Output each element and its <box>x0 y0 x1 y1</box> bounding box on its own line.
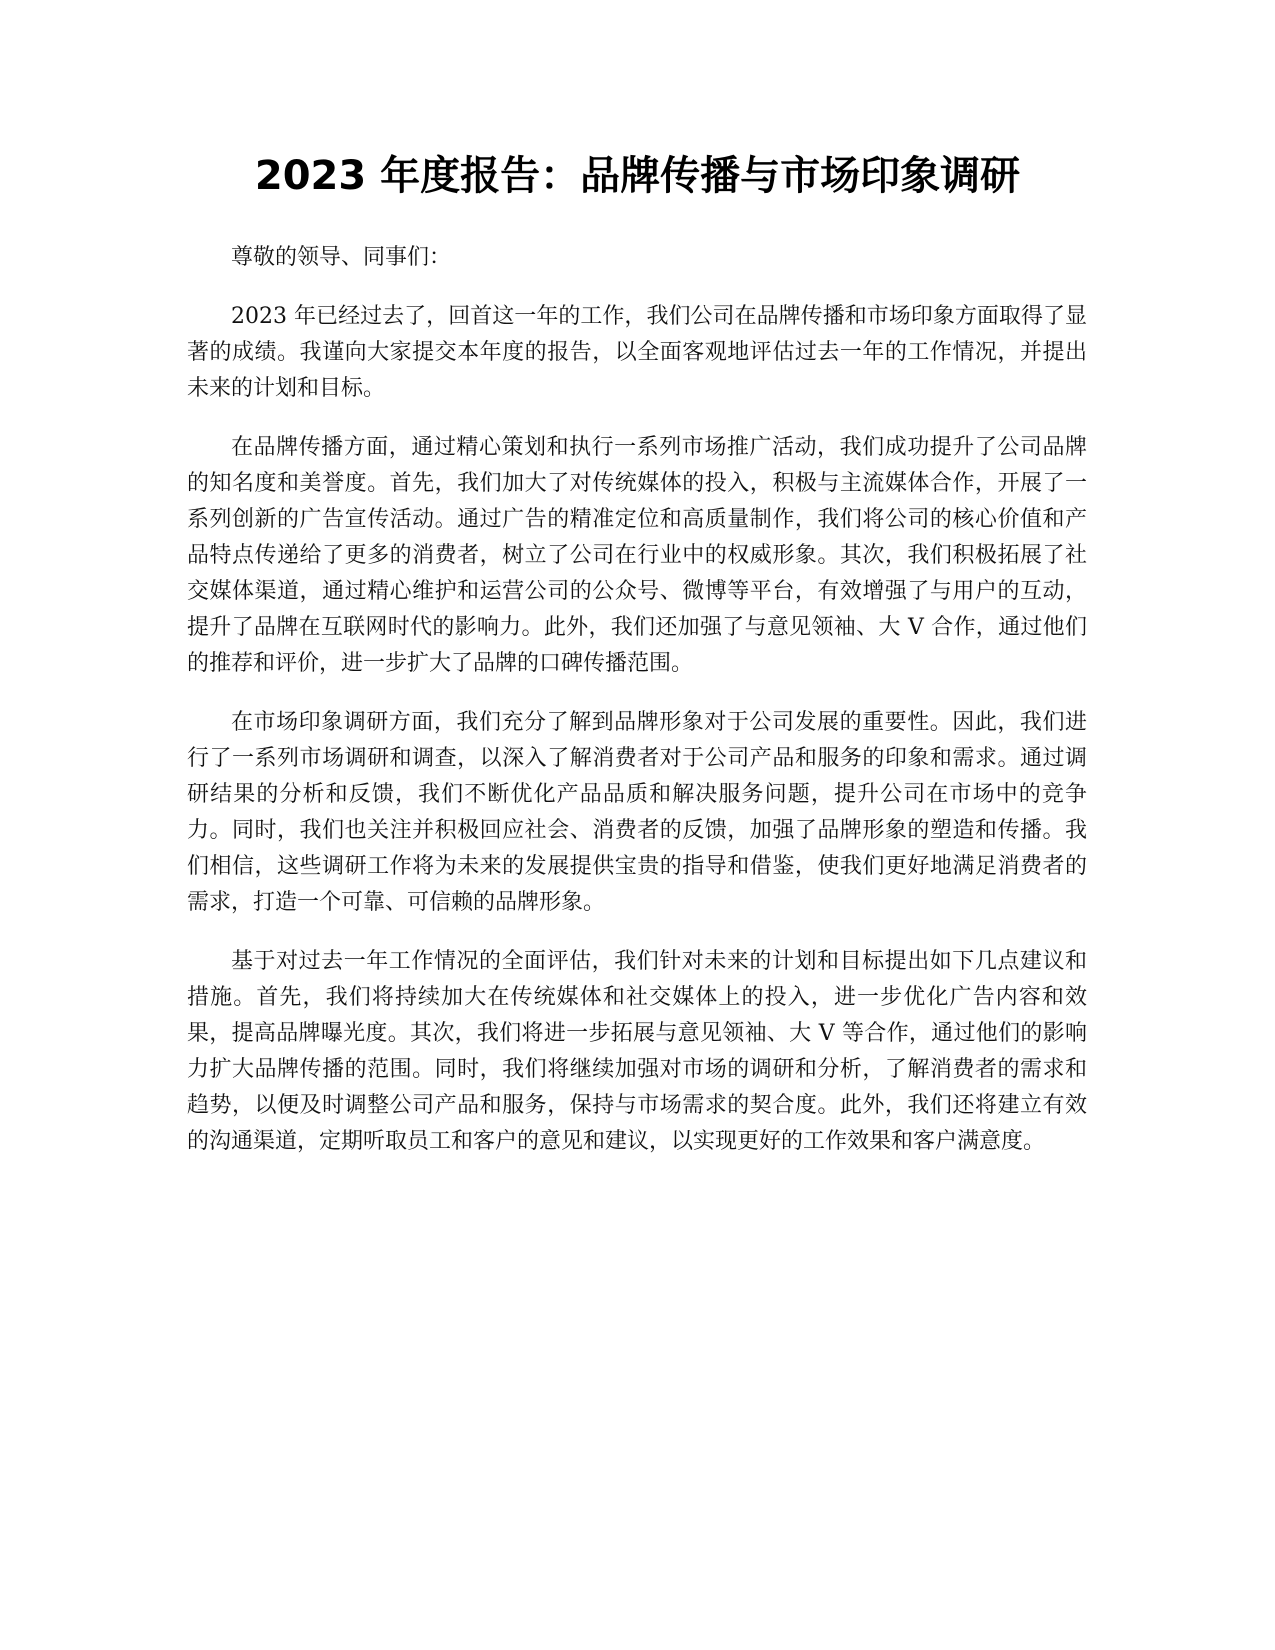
paragraph-intro: 2023 年已经过去了，回首这一年的工作，我们公司在品牌传播和市场印象方面取得了显著的成绩。我谨向大家提交本年度的报告，以全面客观地评估过去一年的工作情况，并提出未来的计划和目标。 <box>187 304 1087 401</box>
salutation: 尊敬的领导、同事们： <box>231 245 452 270</box>
document-title: 2023 年度报告：品牌传播与市场印象调研 <box>254 153 1021 199</box>
paragraph-brand-communication: 在品牌传播方面，通过精心策划和执行一系列市场推广活动，我们成功提升了公司品牌的知名度和美誉度。首先，我们加大了对传统媒体的投入，积极与主流媒体合作，开展了一系列创新的广告宣传活动。通过广告的精准定位和高质量制作，我们将公司的核心价值和产品特点传递给了更多的消费者，树立了公司在行业中的权威形象。其次，我们积极拓展了社交媒体渠道，通过精心维护和运营公司的公众号、微博等平台，有效增强了与用户的互动，提升了品牌在互联网时代的影响力。此外，我们还加强了与意见领袖、大 V 合作，通过他们的推荐和评价，进一步扩大了品牌的口碑传播范围。 <box>187 435 1087 676</box>
paragraph-future-plans: 基于对过去一年工作情况的全面评估，我们针对未来的计划和目标提出如下几点建议和措施。首先，我们将持续加大在传统媒体和社交媒体上的投入，进一步优化广告内容和效果，提高品牌曝光度。其次，我们将进一步拓展与意见领袖、大 V 等合作，通过他们的影响力扩大品牌传播的范围。同时，我们将继续加强对市场的调研和分析，了解消费者的需求和趋势，以便及时调整公司产品和服务，保持与市场需求的契合度。此外，我们还将建立有效的沟通渠道，定期听取员工和客户的意见和建议，以实现更好的工作效果和客户满意度。 <box>187 949 1087 1154</box>
paragraph-market-research: 在市场印象调研方面，我们充分了解到品牌形象对于公司发展的重要性。因此，我们进行了一系列市场调研和调查，以深入了解消费者对于公司产品和服务的印象和需求。通过调研结果的分析和反馈，我们不断优化产品品质和解决服务问题，提升公司在市场中的竞争力。同时，我们也关注并积极回应社会、消费者的反馈，加强了品牌形象的塑造和传播。我们相信，这些调研工作将为未来的发展提供宝贵的指导和借鉴，使我们更好地满足消费者的需求，打造一个可靠、可信赖的品牌形象。 <box>187 710 1087 915</box>
document-body <box>187 240 1087 1183</box>
